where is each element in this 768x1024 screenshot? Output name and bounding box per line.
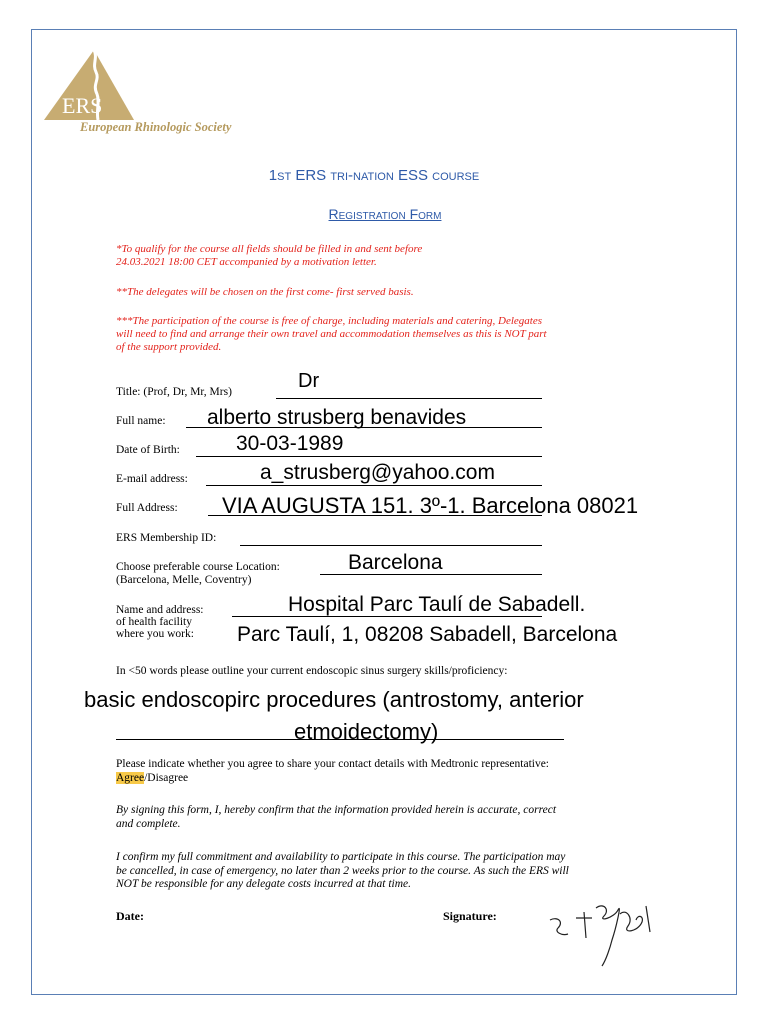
title-line (276, 398, 542, 399)
logo-text: ERS (62, 93, 103, 118)
membership-line (240, 545, 542, 546)
dob-line (196, 456, 542, 457)
fullname-field[interactable]: alberto strusberg benavides (207, 406, 467, 429)
location-field[interactable]: Barcelona (348, 551, 443, 574)
ers-logo (42, 44, 137, 124)
agree-option[interactable]: Agree (116, 771, 145, 784)
note-3: ***The participation of the course is free of charge, including materials and catering, Delegates will need to find and arrange their own travel and accommodation themselves as this is NOT part of the support provided. (116, 315, 547, 353)
society-name: European Rhinologic Society (80, 120, 232, 134)
confirm-statement: By signing this form, I, hereby confirm that the information provided herein is accurate, correct and complete. (116, 804, 557, 830)
location-label: Choose preferable course Location: (Barcelona, Melle, Coventry) (116, 561, 280, 586)
email-field[interactable]: a_strusberg@yahoo.com (260, 461, 495, 484)
handwritten-signature[interactable] (540, 888, 670, 970)
disagree-option[interactable]: /Disagree (144, 771, 189, 784)
course-title: 1st ERS tri-nation ESS course (268, 167, 480, 184)
dob-field[interactable]: 30-03-1989 (236, 432, 344, 455)
medtronic-consent: Please indicate whether you agree to share your contact details with Medtronic representative: Agree/Disagree (116, 758, 550, 784)
membership-label: ERS Membership ID: (116, 532, 217, 544)
skills-prompt: In <50 words please outline your current endoscopic sinus surgery skills/proficiency: (116, 665, 508, 677)
title-label: Title: (Prof, Dr, Mr, Mrs) (116, 386, 232, 398)
note-2: **The delegates will be chosen on the first come- first served basis. (116, 286, 414, 298)
facility-field-line2[interactable]: Parc Taulí, 1, 08208 Sabadell, Barcelona (237, 623, 618, 646)
skills-answer-line2[interactable]: etmoidectomy) (294, 719, 439, 744)
title-field[interactable]: Dr (298, 370, 320, 392)
email-label: E-mail address: (116, 473, 188, 485)
dob-label: Date of Birth: (116, 444, 180, 456)
address-label: Full Address: (116, 502, 178, 514)
commitment-statement: I confirm my full commitment and availability to participate in this course. The participation may be cancelled, in case of emergency, no later than 2 weeks prior to the course. As such the ERS will NOT be responsible for any delegate costs incurred at that time. (116, 851, 569, 890)
signature-label: Signature: (443, 909, 497, 923)
skills-answer-line1[interactable]: basic endoscopirc procedures (antrostomy, anterior (84, 687, 584, 712)
form-title: Registration Form (328, 206, 442, 222)
note-1: *To qualify for the course all fields should be filled in and sent before 24.03.2021 18:00 CET accompanied by a motivation letter. (116, 243, 423, 268)
facility-field-line1[interactable]: Hospital Parc Taulí de Sabadell. (288, 593, 586, 616)
fullname-label: Full name: (116, 415, 166, 427)
address-field[interactable]: VIA AUGUSTA 151. 3º-1. Barcelona 08021 (222, 493, 639, 518)
facility-label: Name and address: of health facility where you work: (116, 604, 204, 640)
email-line (206, 485, 542, 486)
date-label: Date: (116, 909, 144, 923)
